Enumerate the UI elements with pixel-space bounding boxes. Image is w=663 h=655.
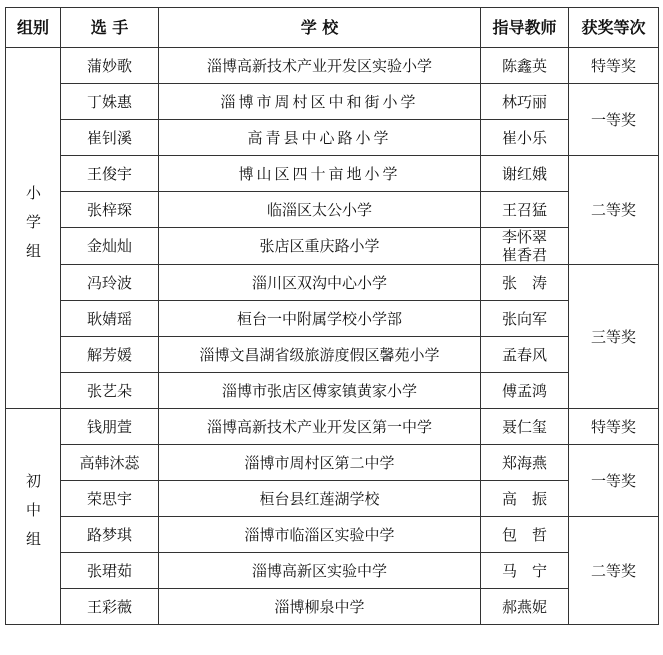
header-student: 选 手 bbox=[61, 8, 159, 48]
school-name: 张店区重庆路小学 bbox=[159, 228, 481, 265]
awards-table bbox=[5, 7, 659, 625]
student-name: 荣思宇 bbox=[61, 481, 159, 517]
table-row bbox=[6, 301, 659, 337]
header-group: 组别 bbox=[6, 8, 61, 48]
student-name: 王俊宇 bbox=[61, 156, 159, 192]
header-row bbox=[6, 8, 659, 48]
school-name: 淄博高新区实验中学 bbox=[159, 553, 481, 589]
teacher-name: 陈鑫英 bbox=[481, 48, 569, 84]
school-name: 淄博高新技术产业开发区实验小学 bbox=[159, 48, 481, 84]
table-row bbox=[6, 517, 659, 553]
header-teacher: 指导教师 bbox=[481, 8, 569, 48]
student-name: 冯玲波 bbox=[61, 265, 159, 301]
teacher-name: 孟春风 bbox=[481, 337, 569, 373]
teacher-name bbox=[481, 228, 569, 265]
table-row bbox=[6, 409, 659, 445]
school-name: 淄川区双沟中心小学 bbox=[159, 265, 481, 301]
student-name: 丁姝惠 bbox=[61, 84, 159, 120]
school-name: 淄博柳泉中学 bbox=[159, 589, 481, 625]
teacher-name: 王召猛 bbox=[481, 192, 569, 228]
student-name: 张梓琛 bbox=[61, 192, 159, 228]
school-name: 高青县中心路小学 bbox=[159, 120, 481, 156]
school-name: 淄博文昌湖省级旅游度假区馨苑小学 bbox=[159, 337, 481, 373]
teacher-name: 张 涛 bbox=[481, 265, 569, 301]
table-row bbox=[6, 228, 659, 265]
teacher-name: 聂仁玺 bbox=[481, 409, 569, 445]
student-name: 路梦琪 bbox=[61, 517, 159, 553]
school-name: 淄博市张店区傅家镇黄家小学 bbox=[159, 373, 481, 409]
school-name: 博山区四十亩地小学 bbox=[159, 156, 481, 192]
group-label-middle: 初中组 bbox=[6, 409, 61, 625]
award-level: 三等奖 bbox=[569, 265, 659, 409]
student-name: 钱朋萱 bbox=[61, 409, 159, 445]
group-label-primary: 小学组 bbox=[6, 48, 61, 409]
student-name: 耿婧瑶 bbox=[61, 301, 159, 337]
school-name: 淄博高新技术产业开发区第一中学 bbox=[159, 409, 481, 445]
teacher-name: 林巧丽 bbox=[481, 84, 569, 120]
table-row bbox=[6, 192, 659, 228]
student-name: 解芳媛 bbox=[61, 337, 159, 373]
table-row bbox=[6, 84, 659, 120]
teacher-name: 马 宁 bbox=[481, 553, 569, 589]
table-row bbox=[6, 120, 659, 156]
table-row bbox=[6, 48, 659, 84]
teacher-name: 傅孟鸿 bbox=[481, 373, 569, 409]
header-award: 获奖等次 bbox=[569, 8, 659, 48]
student-name: 金灿灿 bbox=[61, 228, 159, 265]
award-level: 特等奖 bbox=[569, 48, 659, 84]
table-row bbox=[6, 337, 659, 373]
table-row bbox=[6, 265, 659, 301]
table-row bbox=[6, 373, 659, 409]
student-name: 张艺朵 bbox=[61, 373, 159, 409]
teacher-name: 崔小乐 bbox=[481, 120, 569, 156]
award-level: 一等奖 bbox=[569, 84, 659, 156]
school-name: 桓台县红莲湖学校 bbox=[159, 481, 481, 517]
teacher-name: 谢红娥 bbox=[481, 156, 569, 192]
student-name: 崔钊溪 bbox=[61, 120, 159, 156]
teacher-name-line: 崔香君 bbox=[501, 246, 547, 264]
teacher-name: 郝燕妮 bbox=[481, 589, 569, 625]
school-name: 临淄区太公小学 bbox=[159, 192, 481, 228]
student-name: 蒲妙歌 bbox=[61, 48, 159, 84]
student-name: 高韩沐蕊 bbox=[61, 445, 159, 481]
award-level: 二等奖 bbox=[569, 517, 659, 625]
award-level: 一等奖 bbox=[569, 445, 659, 517]
award-level: 特等奖 bbox=[569, 409, 659, 445]
teacher-name: 高 振 bbox=[481, 481, 569, 517]
award-level: 二等奖 bbox=[569, 156, 659, 265]
table-row bbox=[6, 156, 659, 192]
school-name: 淄博市临淄区实验中学 bbox=[159, 517, 481, 553]
teacher-name: 郑海燕 bbox=[481, 445, 569, 481]
table-row bbox=[6, 481, 659, 517]
student-name: 王彩薇 bbox=[61, 589, 159, 625]
table-row bbox=[6, 553, 659, 589]
teacher-name: 张向军 bbox=[481, 301, 569, 337]
teacher-name-line: 李怀翠 bbox=[501, 228, 547, 246]
teacher-name: 包 哲 bbox=[481, 517, 569, 553]
school-name: 淄博市周村区第二中学 bbox=[159, 445, 481, 481]
table-row bbox=[6, 445, 659, 481]
school-name: 淄博市周村区中和街小学 bbox=[159, 84, 481, 120]
school-name: 桓台一中附属学校小学部 bbox=[159, 301, 481, 337]
table-row bbox=[6, 589, 659, 625]
student-name: 张珺茹 bbox=[61, 553, 159, 589]
header-school: 学 校 bbox=[159, 8, 481, 48]
